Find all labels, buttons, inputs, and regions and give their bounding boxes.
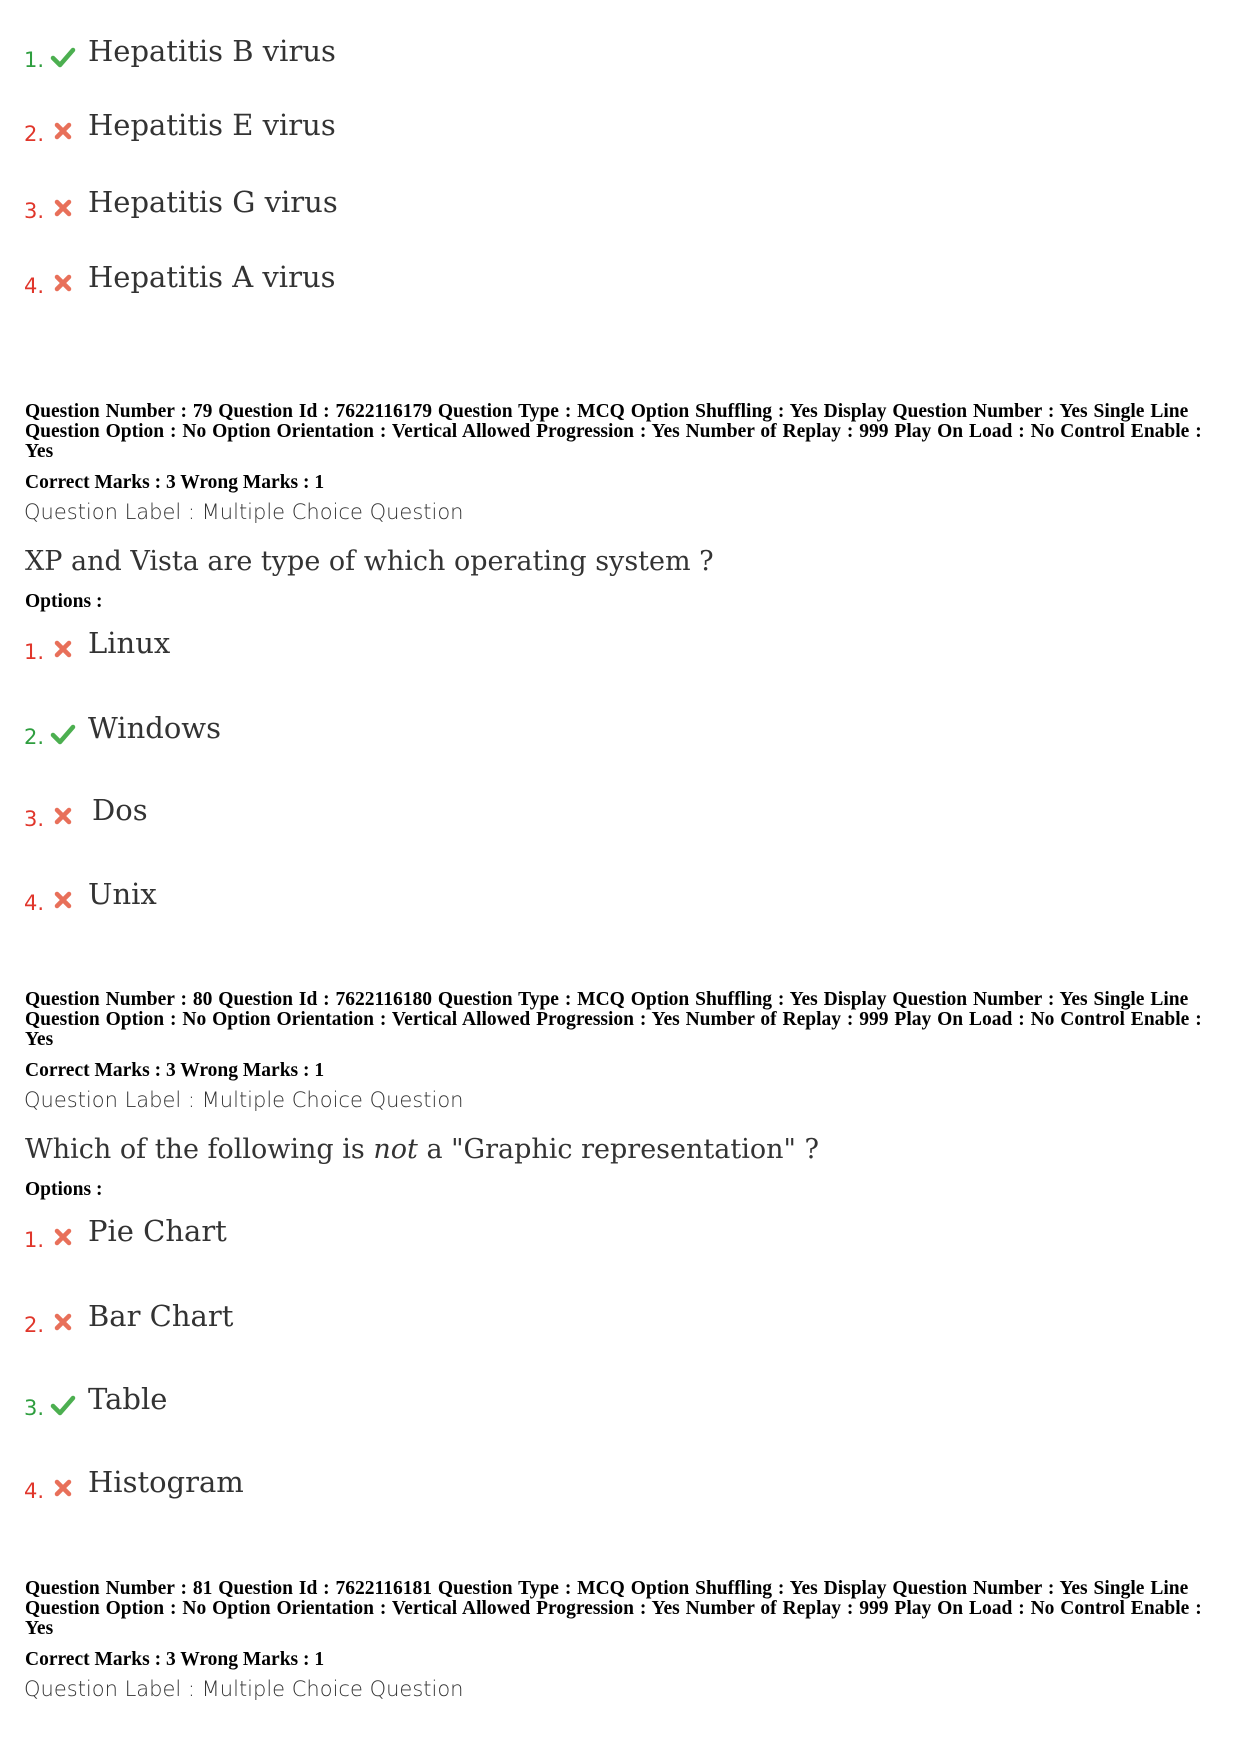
option-number: 2. — [24, 1313, 45, 1337]
question-text-part: a "Graphic representation" ? — [417, 1134, 819, 1165]
question-label: Question Label : Multiple Choice Question — [24, 1088, 464, 1112]
question-text-part: Which of the following is — [25, 1134, 374, 1165]
cross-icon — [50, 1475, 76, 1501]
option-text: Pie Chart — [88, 1214, 227, 1248]
option-text: Table — [88, 1382, 168, 1416]
question-marks: Correct Marks : 3 Wrong Marks : 1 — [25, 1060, 325, 1081]
cross-icon — [50, 118, 76, 144]
question-text — [25, 1133, 819, 1167]
check-icon — [50, 44, 76, 70]
option-text: Histogram — [88, 1465, 244, 1499]
option-number: 1. — [24, 640, 45, 664]
option-text: Bar Chart — [88, 1299, 234, 1333]
option-number: 4. — [24, 274, 45, 298]
option-text: Dos — [92, 793, 148, 827]
option-number: 2. — [24, 725, 45, 749]
cross-icon — [50, 270, 76, 296]
cross-icon — [50, 1224, 76, 1250]
option-number: 3. — [24, 807, 45, 831]
option-number: 1. — [24, 1228, 45, 1252]
question-label: Question Label : Multiple Choice Question — [24, 500, 464, 524]
cross-icon — [50, 803, 76, 829]
option-number: 3. — [24, 1396, 45, 1420]
option-number: 3. — [24, 199, 45, 223]
option-text: Hepatitis A virus — [88, 260, 336, 294]
option-text: Hepatitis E virus — [88, 108, 336, 142]
check-icon — [50, 721, 76, 747]
option-number: 4. — [24, 891, 45, 915]
option-number: 2. — [24, 122, 45, 146]
question-marks: Correct Marks : 3 Wrong Marks : 1 — [25, 1649, 325, 1670]
option-text: Hepatitis B virus — [88, 34, 336, 68]
option-number: 4. — [24, 1479, 45, 1503]
question-meta: Question Number : 79 Question Id : 7622116179 Question Type : MCQ Option Shuffling : Yes Display Question Number : Yes Single Line Question Option : No Option Orientation : Vertical Allowed Progression : Yes Number of Replay : 999 Play On Load : No Control Enable : Yes — [25, 401, 1202, 462]
options-heading: Options : — [25, 591, 103, 612]
cross-icon — [50, 1309, 76, 1335]
option-text: Linux — [88, 626, 171, 660]
option-number: 1. — [24, 48, 45, 72]
option-text: Hepatitis G virus — [88, 185, 338, 219]
question-label: Question Label : Multiple Choice Question — [24, 1677, 464, 1701]
question-text-emphasis: not — [373, 1134, 418, 1165]
question-marks: Correct Marks : 3 Wrong Marks : 1 — [25, 472, 325, 493]
question-meta: Question Number : 81 Question Id : 7622116181 Question Type : MCQ Option Shuffling : Yes Display Question Number : Yes Single Line Question Option : No Option Orientation : Vertical Allowed Progression : Yes Number of Replay : 999 Play On Load : No Control Enable : Yes — [25, 1578, 1202, 1639]
question-text: XP and Vista are type of which operating system ? — [25, 546, 714, 577]
cross-icon — [50, 636, 76, 662]
cross-icon — [50, 887, 76, 913]
check-icon — [50, 1392, 76, 1418]
options-heading: Options : — [25, 1179, 103, 1200]
option-text: Unix — [88, 877, 157, 911]
cross-icon — [50, 195, 76, 221]
option-text: Windows — [88, 711, 221, 745]
question-meta: Question Number : 80 Question Id : 7622116180 Question Type : MCQ Option Shuffling : Yes Display Question Number : Yes Single Line Question Option : No Option Orientation : Vertical Allowed Progression : Yes Number of Replay : 999 Play On Load : No Control Enable : Yes — [25, 989, 1202, 1050]
